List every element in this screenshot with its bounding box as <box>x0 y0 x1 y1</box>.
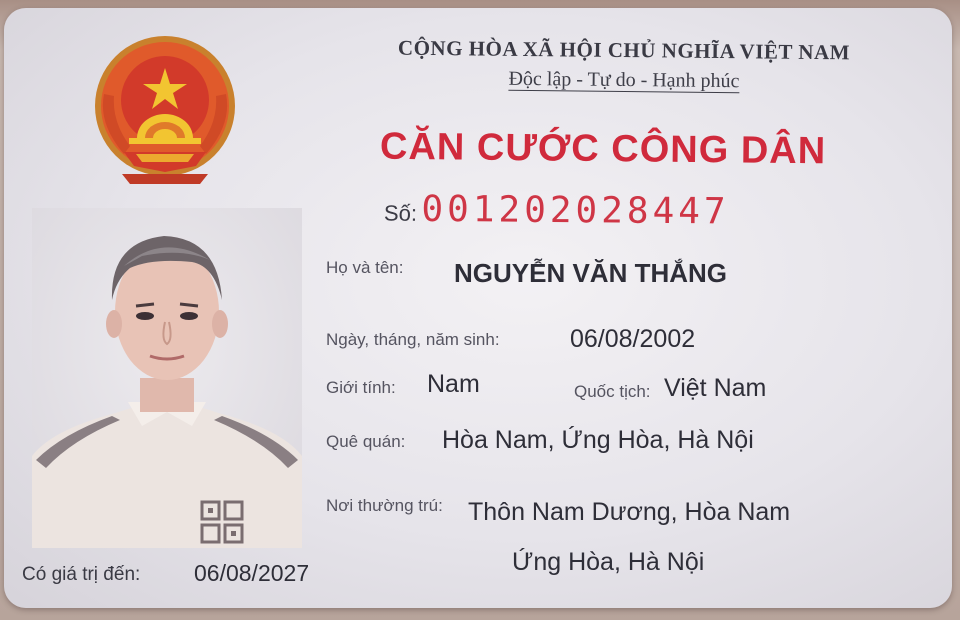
national-emblem-icon <box>84 34 246 196</box>
document-title: CĂN CƯỚC CÔNG DÂN <box>379 125 827 173</box>
emblem-chip-icon <box>200 500 244 544</box>
sex: Nam <box>427 370 480 398</box>
id-number: 001202028447 <box>421 188 730 233</box>
id-number-label: Số: <box>383 200 418 226</box>
expiry-date: 06/08/2027 <box>194 560 310 586</box>
residence-line-2: Ứng Hòa, Hà Nội <box>512 548 705 576</box>
id-number-row <box>384 188 730 232</box>
nationality-label: Quốc tịch: <box>574 382 651 401</box>
motto: Độc lập - Tự do - Hạnh phúc <box>508 67 740 93</box>
expiry-label: Có giá trị đến: <box>22 564 141 585</box>
portrait-photo <box>32 208 302 548</box>
sex-label: Giới tính: <box>326 378 396 397</box>
id-card <box>4 8 952 608</box>
full-name: NGUYỄN VĂN THẮNG <box>454 258 728 288</box>
republic-heading: CỘNG HÒA XÃ HỘI CHỦ NGHĨA VIỆT NAM <box>397 35 851 65</box>
place-of-origin: Hòa Nam, Ứng Hòa, Hà Nội <box>442 426 754 454</box>
origin-label: Quê quán: <box>326 432 406 451</box>
date-of-birth: 06/08/2002 <box>570 325 696 353</box>
nationality: Việt Nam <box>664 374 767 402</box>
residence-line-1: Thôn Nam Dương, Hòa Nam <box>468 498 791 526</box>
dob-label: Ngày, tháng, năm sinh: <box>326 330 500 349</box>
residence-label: Nơi thường trú: <box>326 496 443 515</box>
name-label: Họ và tên: <box>326 258 404 277</box>
